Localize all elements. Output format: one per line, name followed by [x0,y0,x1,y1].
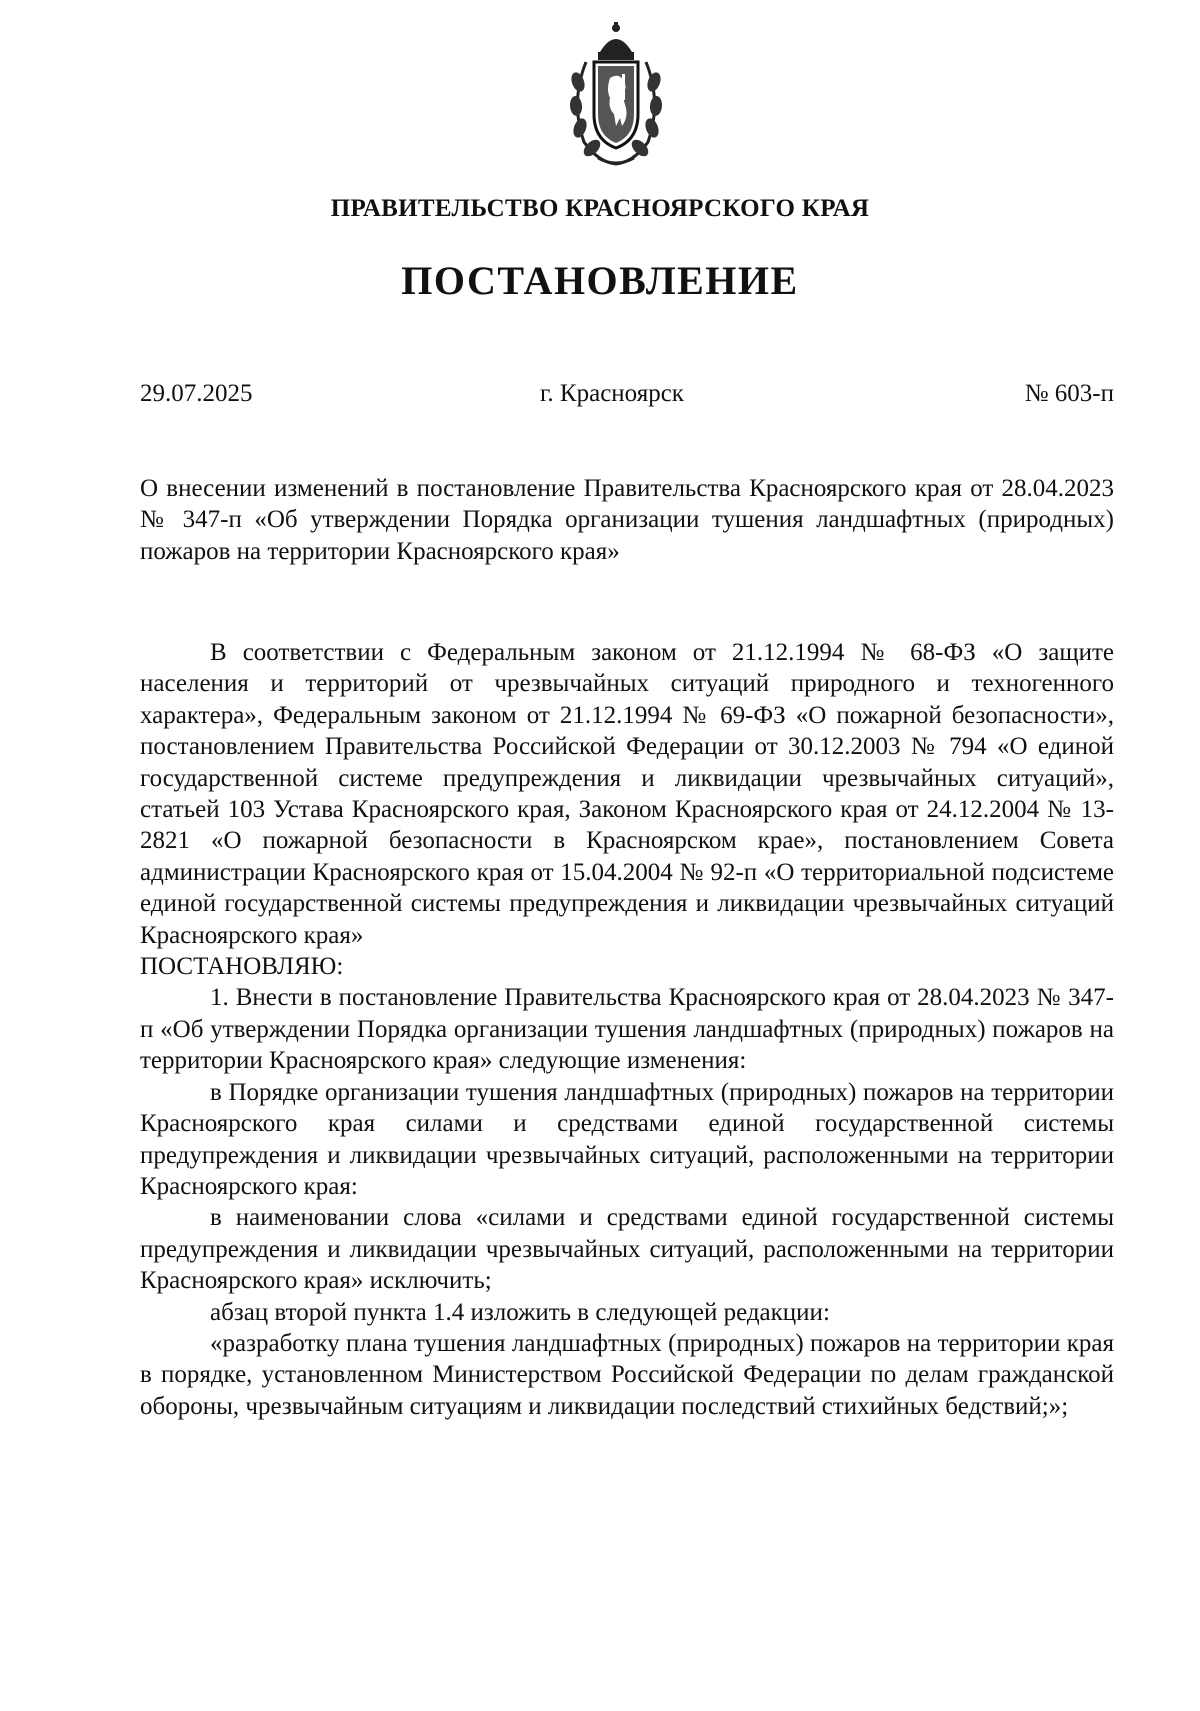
paragraph-clause-1-4: абзац второй пункта 1.4 изложить в следующей редакции: [210,1298,830,1326]
paragraph-item-1: 1. Внести в постановление Правительства Красноярского края от 28.04.2023 № 347-п «Об утверждении Порядка организации тушения ландшафтных (природных) пожаров на территории Красноярского края» следующие изменения: [140,984,1114,1075]
coat-of-arms-emblem [564,22,668,170]
document-number: № 603-п [1024,380,1114,407]
document-subject [140,473,1114,567]
government-name: ПРАВИТЕЛЬСТВО КРАСНОЯРСКОГО КРАЯ [330,195,870,222]
document-type-heading: ПОСТАНОВЛЕНИЕ [401,258,799,303]
paragraph-new-wording: «разработку плана тушения ландшафтных (природных) пожаров на территории края в порядке, установленном Министерством Российской Федерации по делам гражданской обороны, чрезвычайным ситуациям и ликвидации последствий стихийных бедствий;»; [140,1329,1114,1420]
document-body [140,637,1114,1422]
paragraph-legal-basis: В соответствии с Федеральным законом от 21.12.1994 № 68-ФЗ «О защите населения и территорий от чрезвычайных ситуаций природного и техногенного характера», Федеральным законом от 21.12.1994 № 69-ФЗ «О пожарной безопасности», постановлением Правительства Российской Федерации от 30.12.2003 № 794 «О единой государственной системе предупреждения и ликвидации чрезвычайных ситуаций», статьей 103 Устава Красноярского края, Законом Красноярского края от 24.12.2004 № 13-2821 «О пожарной безопасности в Красноярском крае», постановлением Совета администрации Красноярского края от 15.04.2004 № 92-п «О территориальной подсистеме единой государственной системы предупреждения и ликвидации чрезвычайных ситуаций Красноярского края» [140,639,1114,949]
paragraph-resolve: ПОСТАНОВЛЯЮ: [140,953,344,981]
document-date: 29.07.2025 [140,380,253,407]
paragraph-procedure: в Порядке организации тушения ландшафтных (природных) пожаров на территории Красноярского края силами и средствами единой государственной системы предупреждения и ликвидации чрезвычайных ситуаций, расположенными на территории Красноярского края: [140,1078,1114,1200]
paragraph-name-change: в наименовании слова «силами и средствами единой государственной системы предупреждения и ликвидации чрезвычайных ситуаций, расположенными на территории Красноярского края» исключить; [140,1204,1114,1295]
document-city: г. Красноярск [540,380,684,407]
subject-text: О внесении изменений в постановление Правительства Красноярского края от 28.04.2023 № 347-п «Об утверждении Порядка организации тушения ландшафтных (природных) пожаров на территории Красноярского края» [140,475,1114,565]
